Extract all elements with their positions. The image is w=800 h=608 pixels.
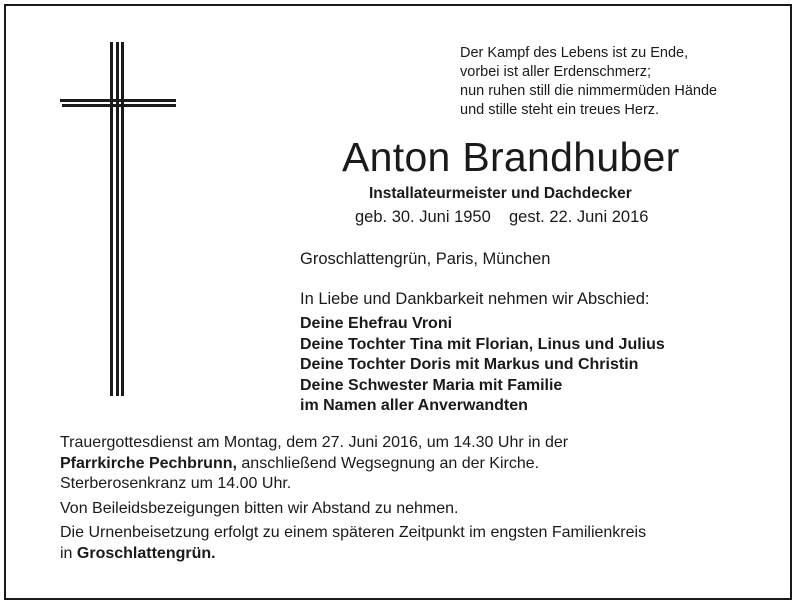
urn-prefix: in [60,544,77,562]
deceased-occupation: Installateurmeister und Dachdecker [369,185,632,202]
poem [460,44,717,120]
poem-line: nun ruhen still die nimmermüden Hände [460,83,718,99]
birth-date: geb. 30. Juni 1950 [355,208,491,226]
mourner-entry: im Namen aller Anverwandten [300,397,528,414]
mourner-entry: Deine Tochter Doris mit Markus und Christin [300,356,639,373]
service-info [60,433,646,564]
mourner-entry: Deine Schwester Maria mit Familie [300,376,563,394]
mourner-entry: Deine Ehefrau Vroni [300,315,453,332]
urn-place: Groschlattengrün. [76,544,216,562]
poem-line: vorbei ist aller Erdenschmerz; [460,64,651,80]
farewell-intro: In Liebe und Dankbarkeit nehmen wir Abschied: [300,290,650,308]
service-line-2 [60,454,646,475]
urn-line-2 [60,544,646,565]
service-line-2-rest: anschließend Wegsegnung an der Kirche. [236,454,540,472]
places: Groschlattengrün, Paris, München [300,250,551,268]
mourner-entry: Deine Tochter Tina mit Florian, Linus und Julius [300,335,665,353]
mourners-list [300,314,665,417]
death-date: gest. 22. Juni 2016 [509,208,649,226]
condolences-note: Von Beileidsbezeigungen bitten wir Abstand zu nehmen. [60,499,459,517]
deceased-name: Anton Brandhuber [342,134,680,180]
urn-line-1: Die Urnenbeisetzung erfolgt zu einem späteren Zeitpunkt im engsten Familienkreis [60,524,647,541]
service-line-3: Sterberosenkranz um 14.00 Uhr. [60,475,292,492]
poem-line: Der Kampf des Lebens ist zu Ende, [460,45,689,61]
poem-line: und stille steht ein treues Herz. [460,102,660,118]
service-line-1: Trauergottesdienst am Montag, dem 27. Juni 2016, um 14.30 Uhr in der [60,434,569,451]
church-name: Pfarrkirche Pechbrunn, [60,454,237,472]
